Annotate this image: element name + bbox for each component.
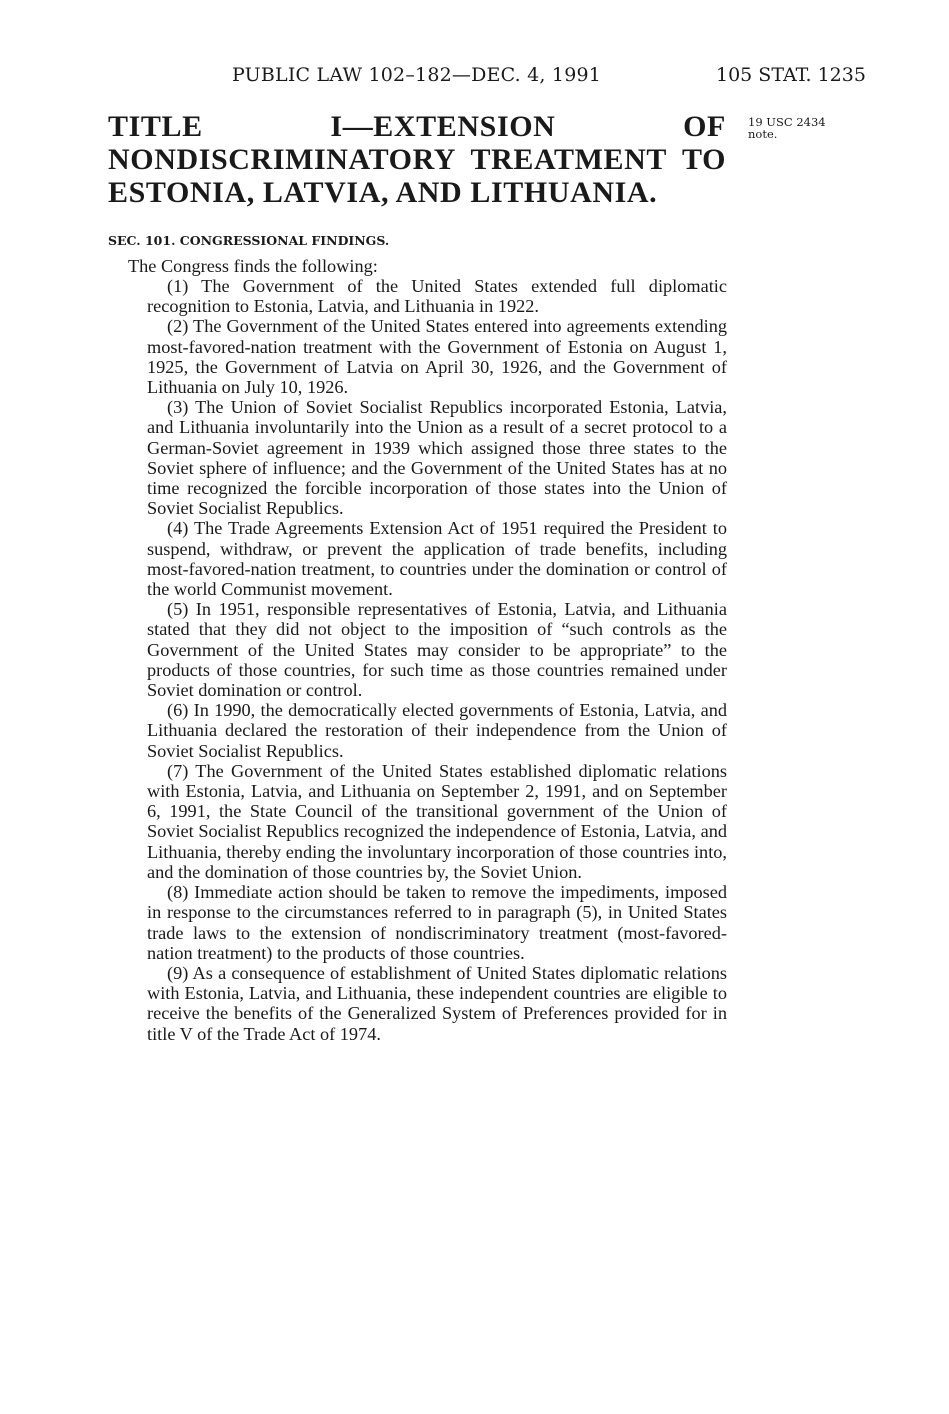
- running-header-law: PUBLIC LAW 102–182—DEC. 4, 1991: [232, 64, 602, 86]
- finding-paragraph: (9) As a consequence of establishment of United States diplomatic relations with Estonia, Latvia, and Lithuania, these independent countries are eligible to receive the benefits of the Generalized System of Preferences provided for in title V of the Trade Act of 1974.: [147, 962, 727, 1044]
- finding-paragraph: (1) The Government of the United States extended full diplomatic recognition to Estonia, Latvia, and Lithuania in 1922.: [147, 276, 727, 317]
- finding-paragraph: (8) Immediate action should be taken to remove the impediments, imposed in response to the circumstances referred to in paragraph (5), in United States trade laws to the extension of nondiscriminatory treatment (most-favored-nation treatment) to the products of those countries.: [147, 882, 727, 963]
- margin-note-citation: 19 USC 2434: [748, 115, 826, 129]
- title-heading: TITLE I—EXTENSION OF NONDISCRIMINATORY TREATMENT TO ESTONIA, LATVIA, AND LITHUANIA.: [108, 110, 726, 209]
- margin-citation-note: [748, 116, 858, 140]
- running-header-stat: 105 STAT. 1235: [716, 64, 866, 86]
- finding-paragraph: (5) In 1951, responsible representatives of Estonia, Latvia, and Lithuania stated that they did not object to the imposition of “such controls as the Government of the United States may consider to be appropriate” to the products of those countries, for such time as those countries remained under Soviet domination or control.: [147, 599, 727, 701]
- finding-paragraph: (4) The Trade Agreements Extension Act of 1951 required the President to suspend, withdraw, or prevent the application of trade benefits, including most-favored-nation treatment, to countries under the domination or control of the world Communist movement.: [147, 518, 727, 600]
- section-heading: SEC. 101. CONGRESSIONAL FINDINGS.: [108, 233, 390, 248]
- section-intro: The Congress finds the following:: [128, 256, 378, 276]
- finding-paragraph: (7) The Government of the United States established diplomatic relations with Estonia, Latvia, and Lithuania on September 2, 1991, and on September 6, 1991, the State Council of the transitional government of the Union of Soviet Socialist Republics recognized the independence of Estonia, Latvia, and Lithuania, thereby ending the involuntary incorporation of those countries into, and the domination of those countries by, the Soviet Union.: [147, 760, 727, 882]
- finding-paragraph: (2) The Government of the United States entered into agreements extending most-favored-nation treatment with the Government of Estonia on August 1, 1925, the Government of Latvia on April 30, 1926, and the Government of Lithuania on July 10, 1926.: [147, 316, 727, 398]
- findings-list: [147, 276, 727, 1044]
- margin-note-label: note.: [748, 127, 778, 141]
- finding-paragraph: (6) In 1990, the democratically elected governments of Estonia, Latvia, and Lithuania declared the restoration of their independence from the Union of Soviet Socialist Republics.: [147, 700, 727, 761]
- finding-paragraph: (3) The Union of Soviet Socialist Republics incorporated Estonia, Latvia, and Lithuania involuntarily into the Union as a result of a secret protocol to a German-Soviet agreement in 1939 which assigned those three states to the Soviet sphere of influence; and the Government of the United States has at no time recognized the forcible incorporation of those states into the Union of Soviet Socialist Republics.: [147, 397, 727, 519]
